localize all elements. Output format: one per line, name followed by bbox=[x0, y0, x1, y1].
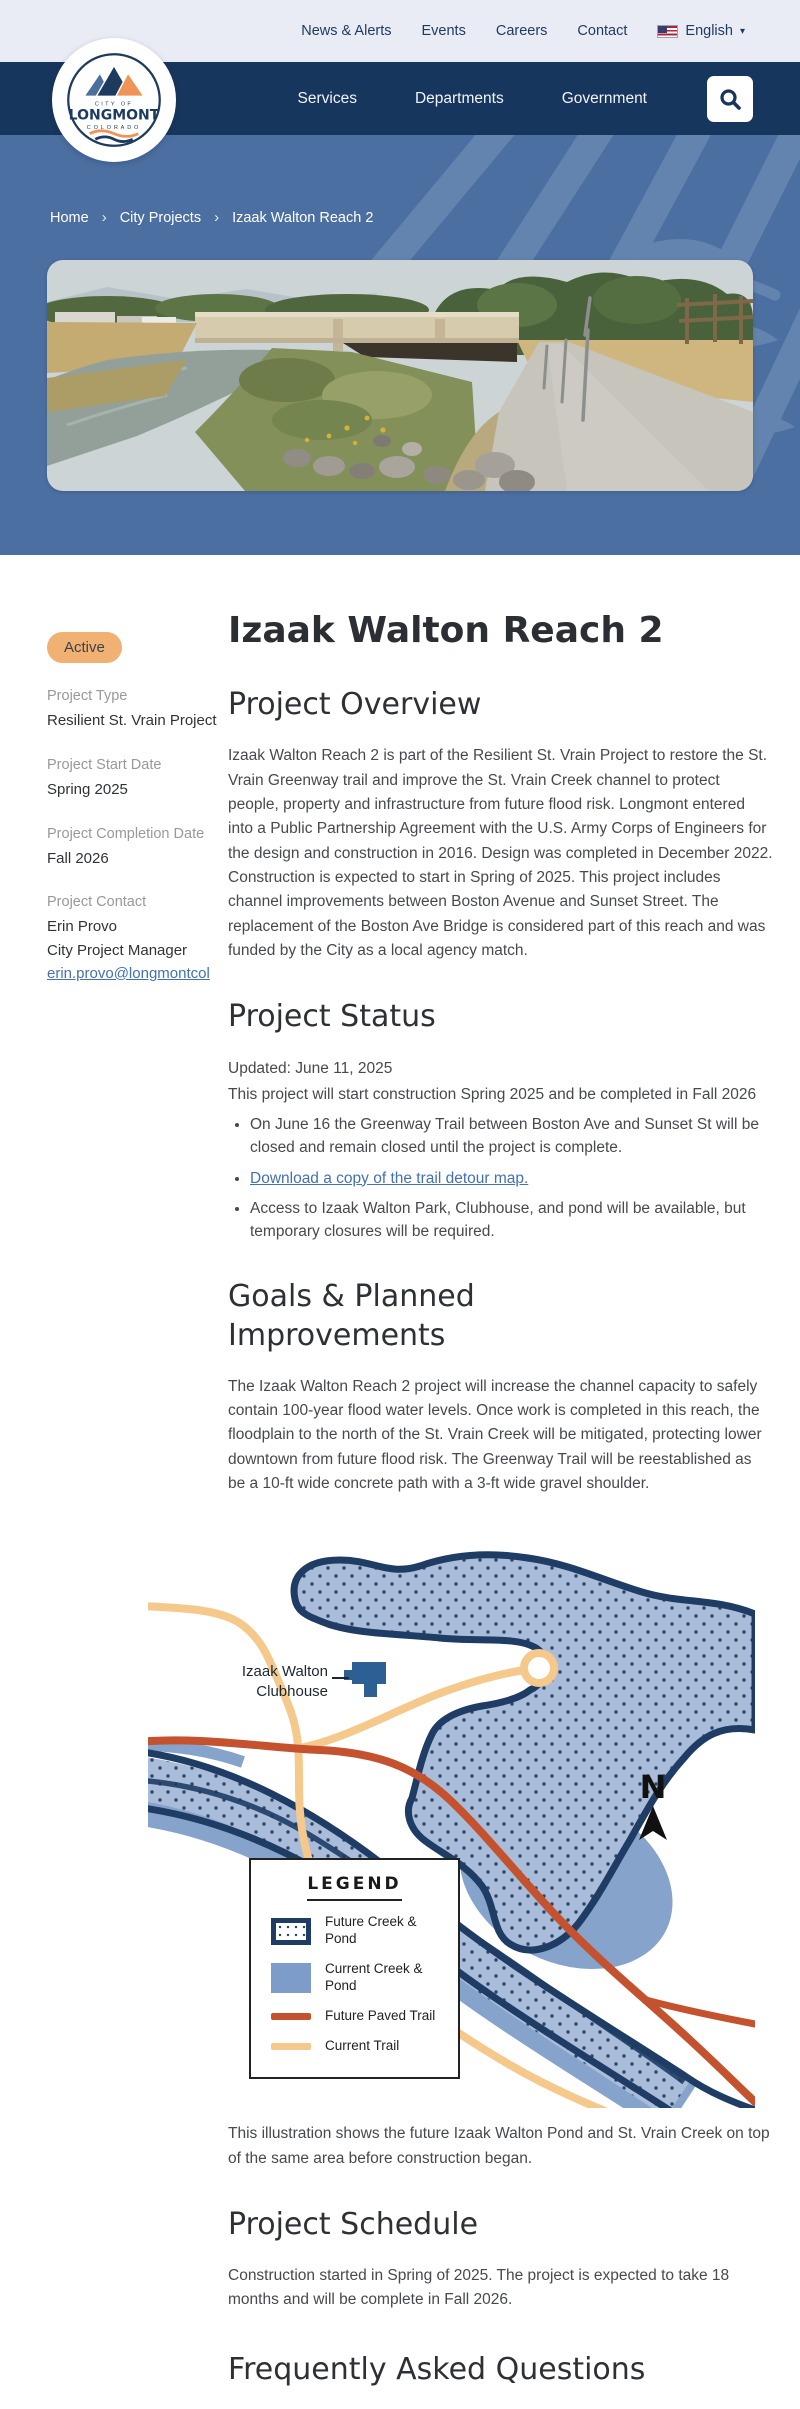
utility-link-careers[interactable]: Careers bbox=[495, 23, 548, 39]
status-bullet: • Access to Izaak Walton Park, Clubhouse, and pond will be available, but temporary closures will be required. bbox=[250, 1197, 773, 1244]
breadcrumb-city-projects[interactable]: City Projects bbox=[119, 209, 202, 226]
status-bullet bbox=[250, 1167, 773, 1190]
status-bullet-list bbox=[250, 1113, 773, 1243]
future-paved-trail-swatch bbox=[271, 2013, 311, 2020]
us-flag-icon bbox=[657, 25, 678, 38]
field-label-start-date: Project Start Date bbox=[47, 756, 162, 773]
goals-body: The Izaak Walton Reach 2 project will increase the channel capacity to safely contain 100-year flood water levels. Once work is completed in this reach, the floodplain to the north of the St. Vrain Creek will be mitigated, protecting lower downtown from future flood risk. The Greenway Trail will be reestablished as be a 10-ft wide concrete path with a 3-ft wide gravel shoulder. bbox=[228, 1377, 762, 1492]
schedule-body: Construction started in Spring of 2025. The project is expected to take 18 months and will be complete in Fall 2026. bbox=[228, 2267, 730, 2309]
clubhouse-label-line1: Izaak Walton bbox=[241, 1663, 328, 1681]
language-selector[interactable] bbox=[657, 23, 745, 39]
map-caption: This illustration shows the future Izaak Walton Pond and St. Vrain Creek on top of the same area before construction began. bbox=[228, 2125, 770, 2167]
breadcrumb-current-page: Izaak Walton Reach 2 bbox=[232, 209, 374, 226]
utility-link-news-alerts[interactable]: News & Alerts bbox=[301, 23, 392, 39]
field-value-completion-date: Fall 2026 bbox=[47, 849, 109, 867]
legend-item-future-creek: Future Creek & Pond bbox=[271, 1914, 458, 1948]
creek-trail-photo bbox=[47, 260, 753, 491]
current-creek-swatch bbox=[271, 1963, 311, 1993]
chevron-down-icon: ▾ bbox=[739, 25, 745, 37]
page-content bbox=[0, 555, 800, 2409]
status-bullet: • On June 16 the Greenway Trail between Boston Ave and Sunset St will be closed and remain closed until the project is complete. bbox=[250, 1113, 773, 1160]
map-legend bbox=[249, 1858, 460, 2079]
legend-item-future-trail: Future Paved Trail bbox=[271, 2008, 458, 2025]
status-badge: Active bbox=[47, 632, 122, 663]
nav-link-government[interactable]: Government bbox=[561, 89, 647, 107]
status-heading: Project Status bbox=[228, 999, 436, 1035]
clubhouse-label-line2: Clubhouse bbox=[256, 1683, 328, 1701]
future-creek-swatch bbox=[271, 1918, 311, 1945]
search-icon bbox=[718, 87, 742, 111]
schedule-heading: Project Schedule bbox=[228, 2206, 479, 2242]
language-label: English bbox=[685, 23, 733, 39]
legend-title: LEGEND bbox=[307, 1874, 401, 1901]
faq-heading: Frequently Asked Questions bbox=[228, 2351, 646, 2387]
status-intro: This project will start construction Spring 2025 and be completed in Fall 2026 bbox=[228, 1085, 757, 1103]
hero-photo bbox=[47, 260, 753, 491]
breadcrumb-separator-icon: › bbox=[214, 209, 220, 226]
svg-text:COLORADO: COLORADO bbox=[86, 124, 142, 131]
clubhouse-marker bbox=[332, 1662, 386, 1697]
nav-link-departments[interactable]: Departments bbox=[414, 89, 504, 107]
longmont-logo-emblem bbox=[58, 44, 170, 156]
field-label-project-type: Project Type bbox=[47, 688, 128, 704]
project-sidebar bbox=[47, 610, 228, 2409]
hero-banner bbox=[0, 135, 800, 555]
legend-item-current-creek: Current Creek & Pond bbox=[271, 1961, 458, 1995]
field-value-start-date: Spring 2025 bbox=[47, 780, 128, 798]
north-arrow-icon bbox=[639, 1768, 667, 1840]
nav-link-services[interactable]: Services bbox=[297, 89, 357, 107]
contact-role: City Project Manager bbox=[47, 942, 188, 959]
current-trail-swatch bbox=[271, 2043, 311, 2050]
overview-heading: Project Overview bbox=[228, 687, 482, 723]
main-article bbox=[228, 610, 773, 2409]
breadcrumb-separator-icon: › bbox=[101, 209, 107, 226]
overview-body: Izaak Walton Reach 2 is part of the Resilient St. Vrain Project to restore the St. Vrain Greenway trail and improve the St. Vrain Creek channel to protect people, property and infrastructure from future flood risk. Longmont entered into a Public Partnership Agreement with the U.S. Army Corps of Engineers for the design and construction in 2016. Design was completed in December 2022. Construction is expected to start in Spring of 2025. This project includes channel improvements between Boston Avenue and Sunset Street. The replacement of the Boston Ave Bridge is considered part of this reach and was funded by the City as a local agency match. bbox=[228, 747, 773, 960]
status-updated: Updated: June 11, 2025 bbox=[228, 1059, 393, 1077]
svg-text:CITY OF: CITY OF bbox=[94, 101, 134, 108]
breadcrumb-home[interactable]: Home bbox=[50, 209, 89, 226]
city-logo bbox=[52, 38, 176, 162]
svg-text:N: N bbox=[639, 1768, 667, 1807]
field-label-completion-date: Project Completion Date bbox=[47, 825, 205, 842]
detour-map-link[interactable]: Download a copy of the trail detour map. bbox=[250, 1169, 529, 1187]
utility-link-events[interactable]: Events bbox=[421, 23, 466, 39]
utility-link-contact[interactable]: Contact bbox=[577, 23, 628, 39]
page-title: Izaak Walton Reach 2 bbox=[228, 610, 664, 651]
contact-email-link[interactable]: erin.provo@longmontcol bbox=[47, 964, 210, 982]
project-map-illustration bbox=[148, 1548, 755, 2108]
field-value-project-type: Resilient St. Vrain Project bbox=[47, 712, 217, 729]
contact-name: Erin Provo bbox=[47, 918, 118, 936]
field-label-project-contact: Project Contact bbox=[47, 894, 147, 911]
legend-item-current-trail: Current Trail bbox=[271, 2038, 458, 2055]
search-button[interactable] bbox=[707, 76, 753, 122]
svg-text:LONGMONT: LONGMONT bbox=[68, 107, 160, 124]
goals-heading: Goals & Planned Improvements bbox=[228, 1279, 475, 1353]
